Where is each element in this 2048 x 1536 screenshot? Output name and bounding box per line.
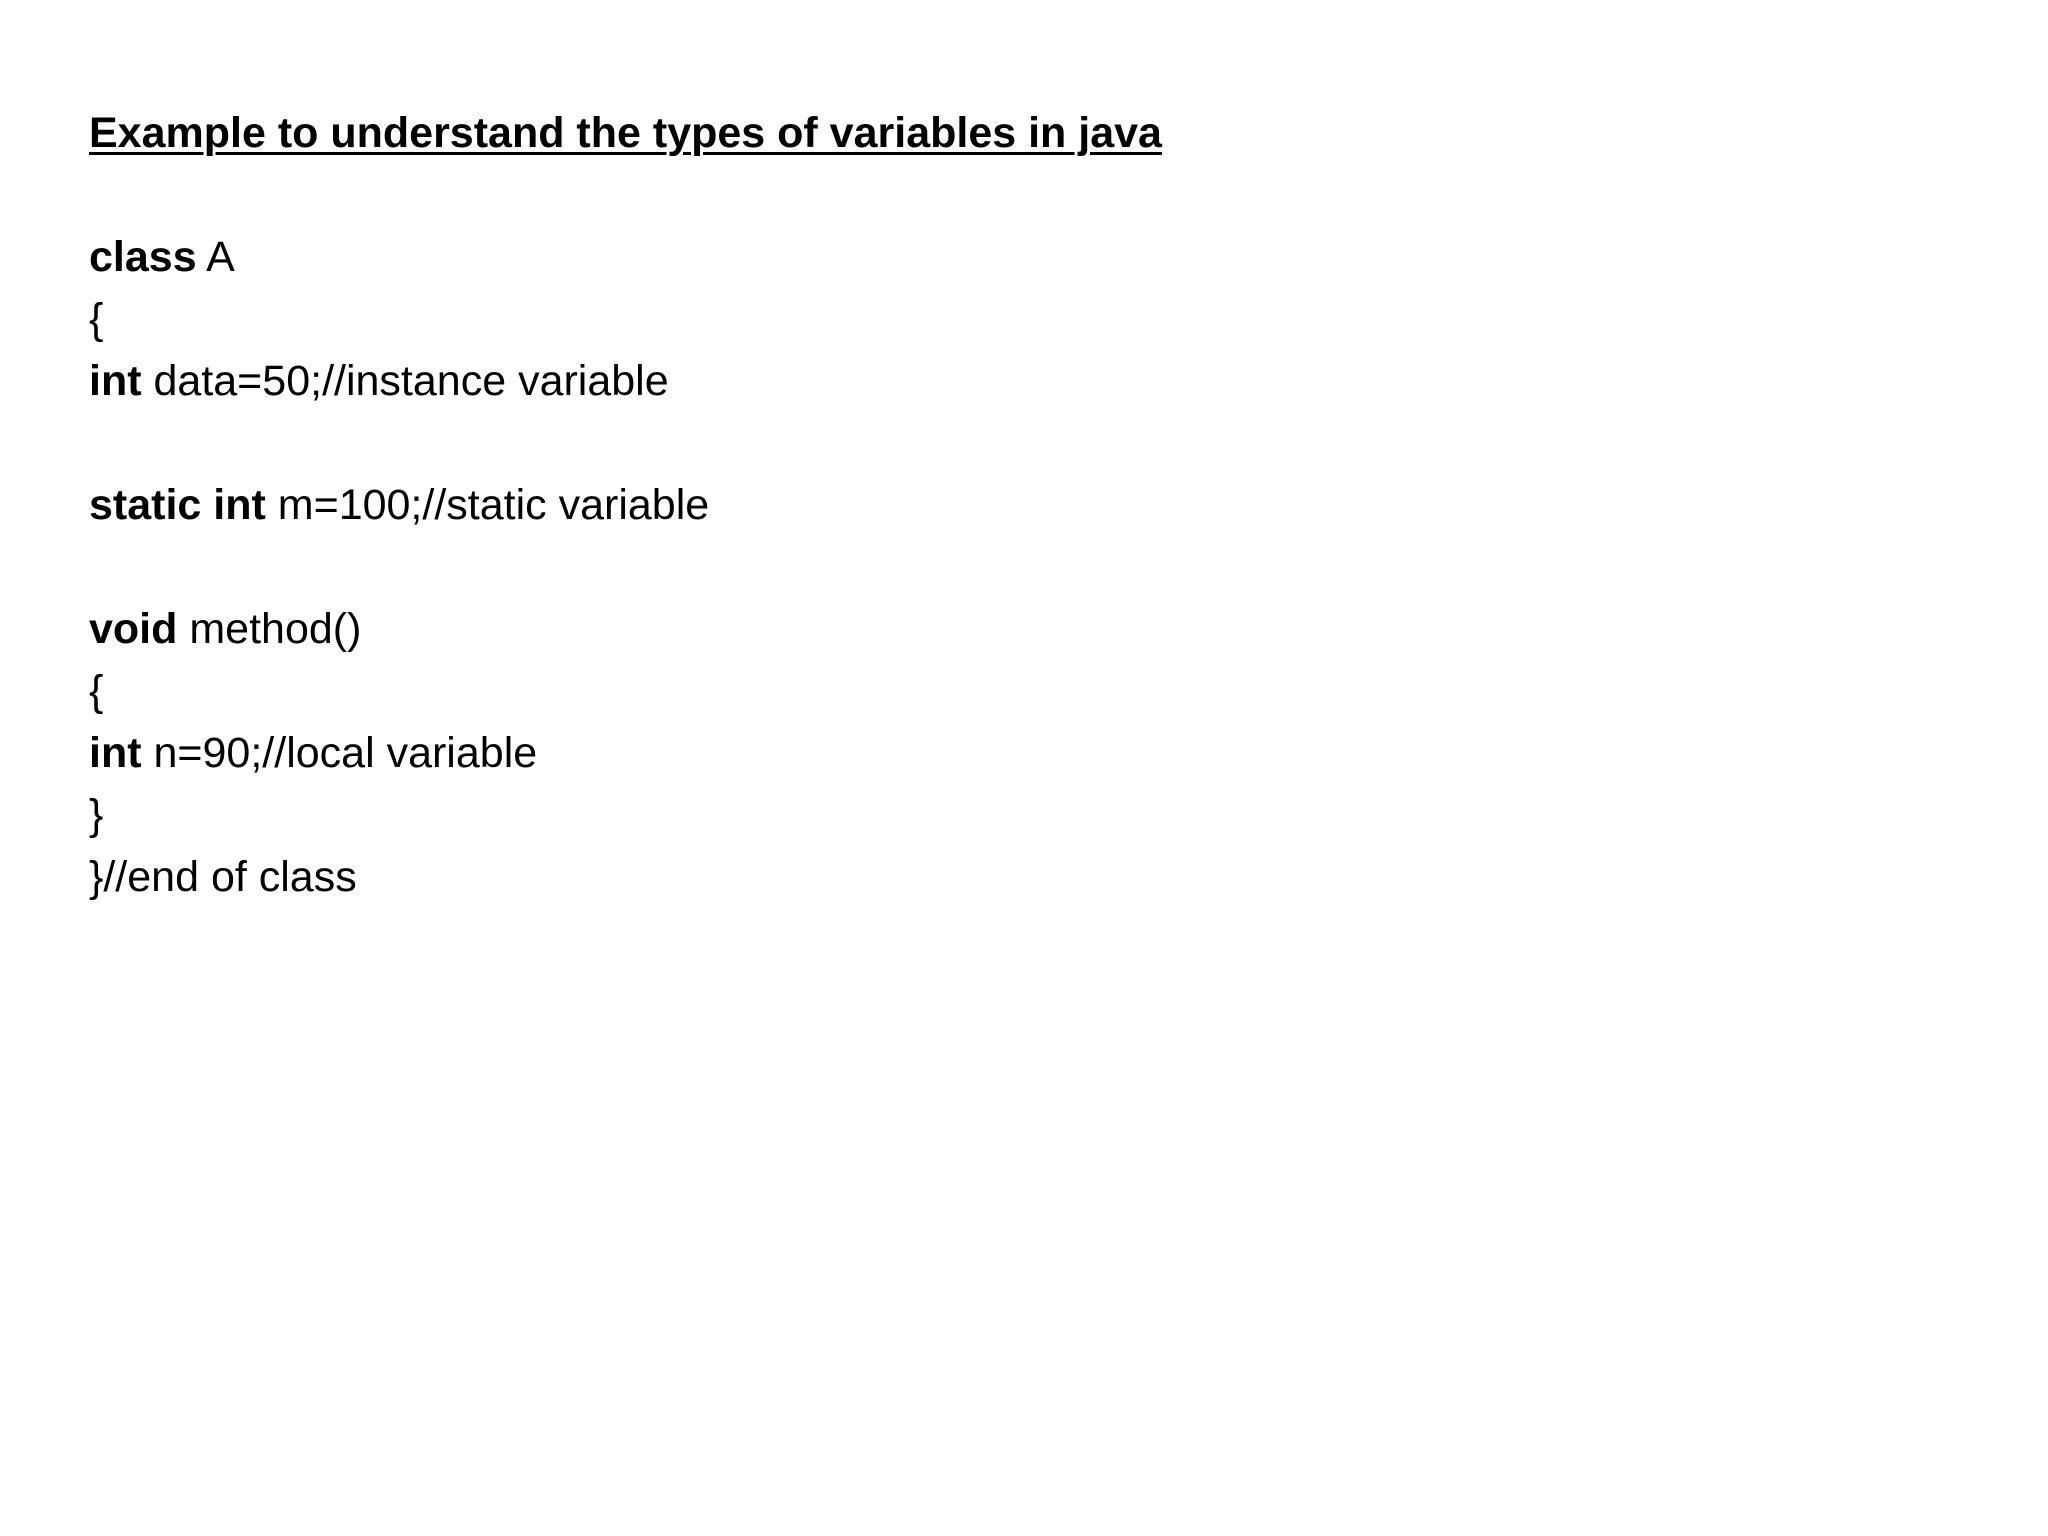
code-text: n=90;//local variable xyxy=(141,729,538,777)
code-keyword: void xyxy=(89,605,178,653)
code-text: method() xyxy=(177,605,362,653)
code-keyword: int xyxy=(89,729,142,777)
code-text: A xyxy=(196,233,235,281)
code-line-blank xyxy=(89,536,1889,598)
code-line-static-variable xyxy=(89,474,1889,536)
code-line-method-decl xyxy=(89,598,1889,660)
code-line-open-brace xyxy=(89,288,1889,350)
code-keyword: class xyxy=(89,233,197,281)
code-line-method-open-brace xyxy=(89,660,1889,722)
code-block xyxy=(89,226,1889,908)
code-keyword: static int xyxy=(89,481,266,529)
code-line-class-close-brace xyxy=(89,846,1889,908)
code-text: data=50;//instance variable xyxy=(141,357,669,405)
code-text: }//end of class xyxy=(89,853,357,901)
code-line-method-close-brace xyxy=(89,784,1889,846)
code-keyword: int xyxy=(89,357,142,405)
code-text: } xyxy=(89,791,104,839)
code-text: { xyxy=(89,295,104,343)
slide-title: Example to understand the types of variables in java xyxy=(89,109,1162,157)
code-line-local-variable xyxy=(89,722,1889,784)
slide-content xyxy=(89,102,1889,908)
code-line-instance-variable xyxy=(89,350,1889,412)
code-line-blank xyxy=(89,412,1889,474)
code-text: m=100;//static variable xyxy=(265,481,710,529)
code-text: { xyxy=(89,667,104,715)
code-line-class-decl xyxy=(89,226,1889,288)
